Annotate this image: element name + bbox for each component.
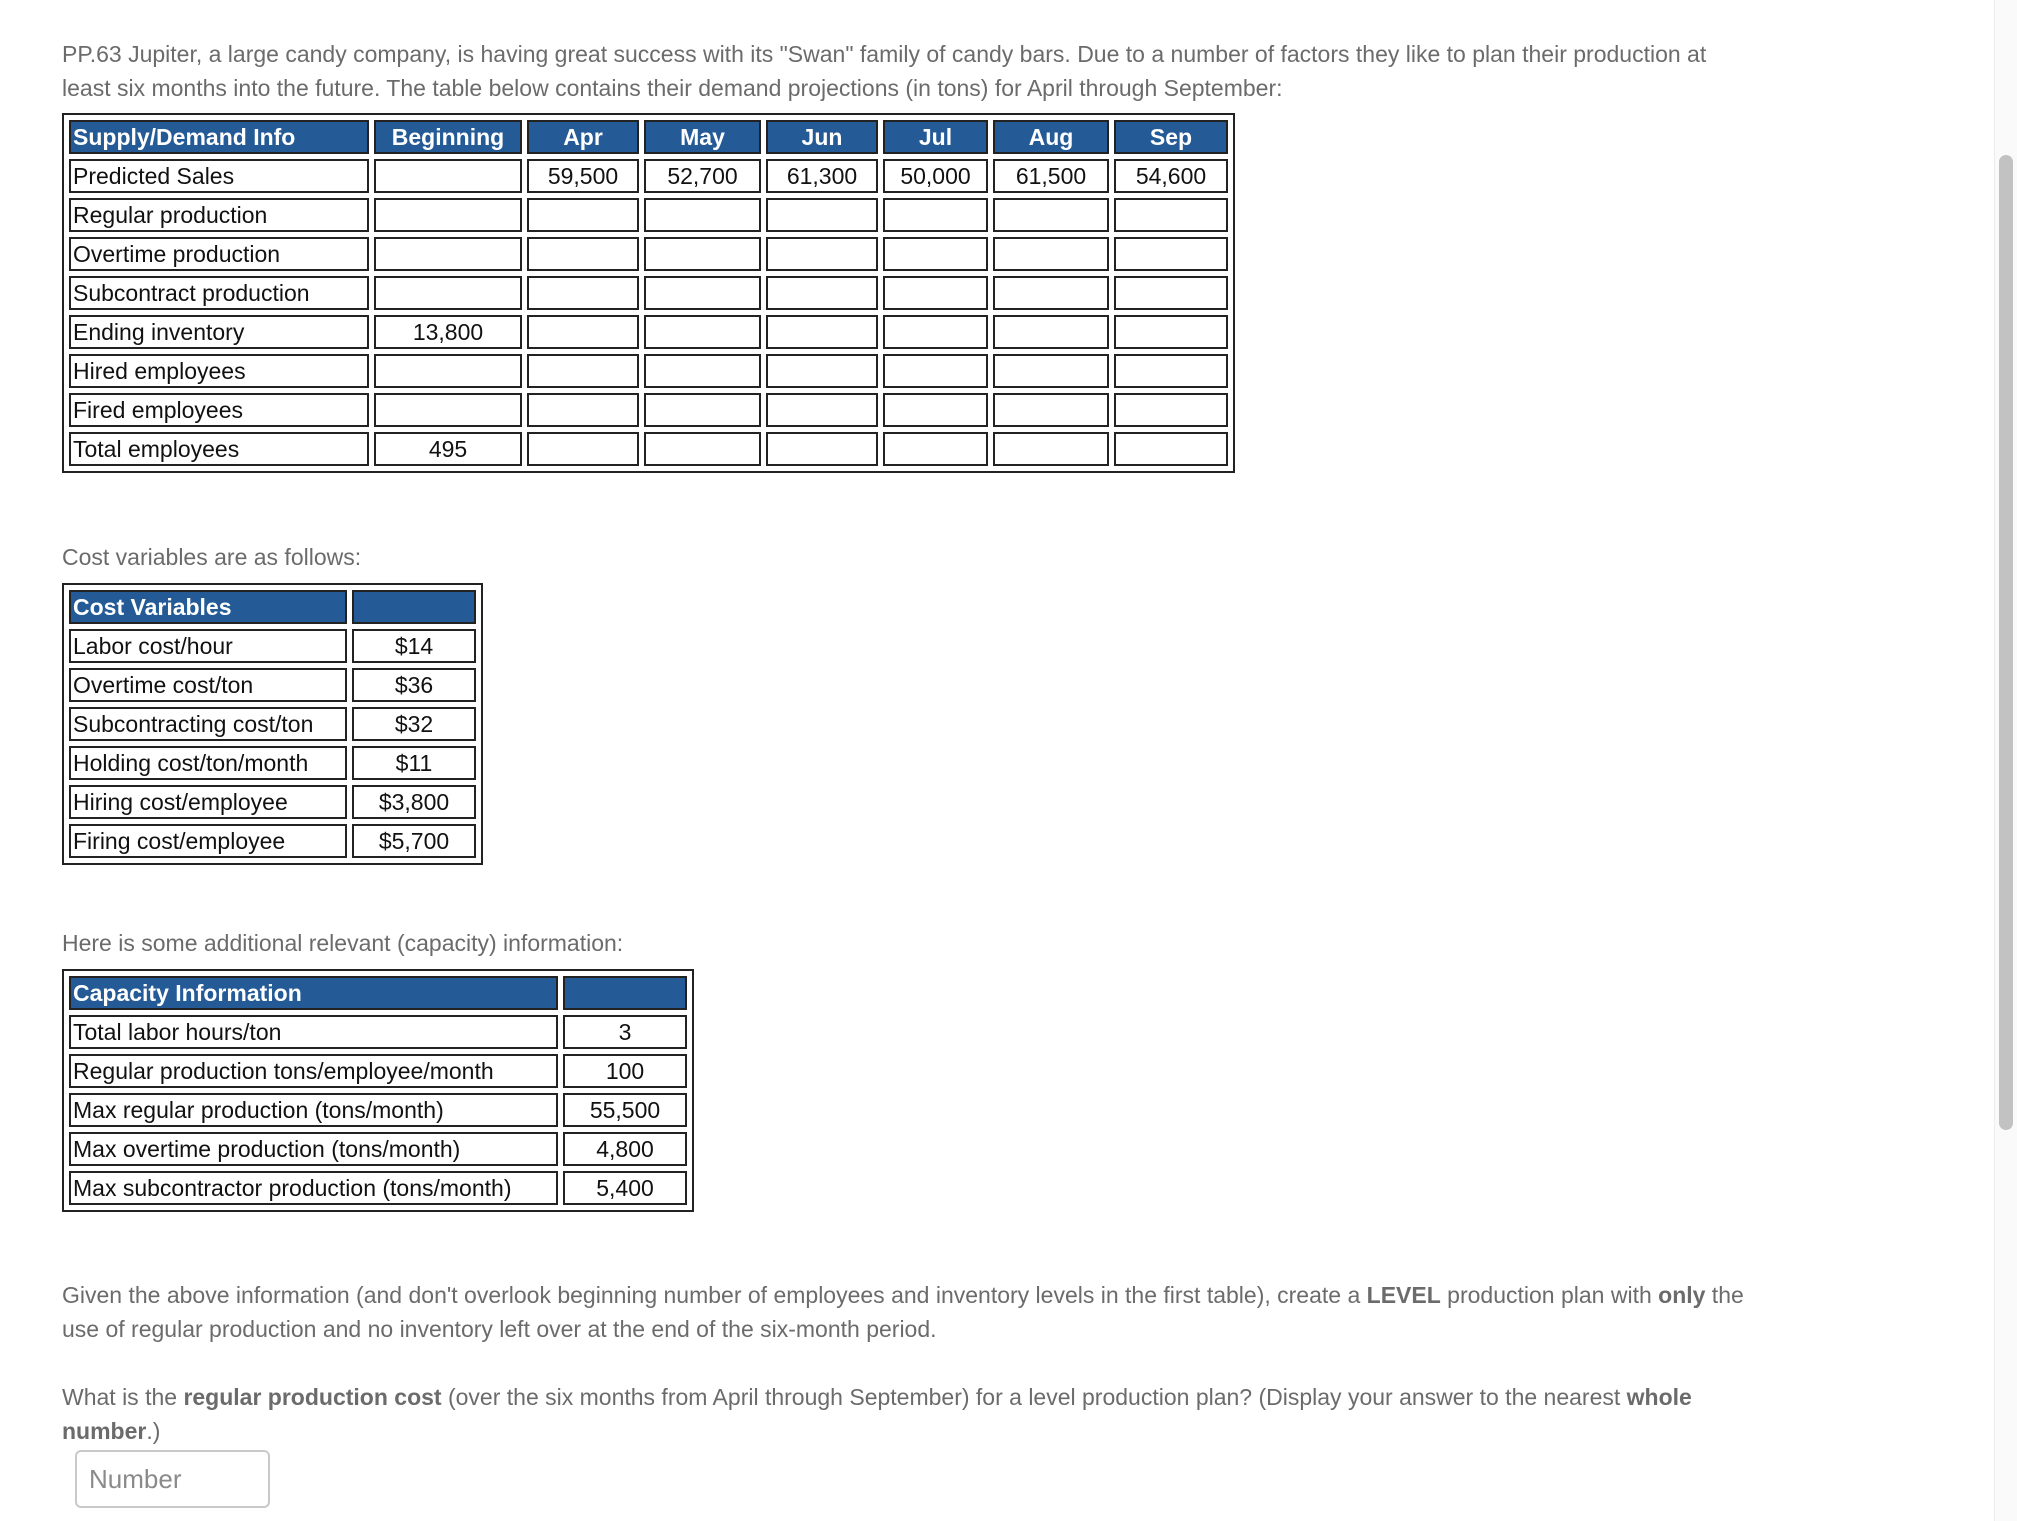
table-cell (374, 159, 522, 193)
row-label: Total employees (69, 432, 369, 466)
table-row (69, 1093, 687, 1127)
table-cell (883, 315, 988, 349)
header-capacity-information: Capacity Information (69, 976, 558, 1010)
table-cell (993, 237, 1109, 271)
cost-label: Labor cost/hour (69, 629, 347, 663)
header-aug: Aug (993, 120, 1109, 154)
instructions-text-2: production plan with (1440, 1282, 1659, 1308)
row-label: Regular production (69, 198, 369, 232)
question-text-1: What is the (62, 1384, 184, 1410)
table-cell (527, 393, 639, 427)
table-cell (993, 276, 1109, 310)
cost-label: Firing cost/employee (69, 824, 347, 858)
header-sep: Sep (1114, 120, 1228, 154)
scrollbar-thumb[interactable] (1999, 155, 2013, 1130)
table-cell (644, 432, 761, 466)
table-cell (766, 276, 878, 310)
table-cell (1114, 276, 1228, 310)
table-row (69, 1015, 687, 1049)
table-cell (883, 276, 988, 310)
table-row (69, 432, 1228, 466)
capacity-value: 3 (563, 1015, 687, 1049)
capacity-label: Regular production tons/employee/month (69, 1054, 558, 1088)
capacity-value: 55,500 (563, 1093, 687, 1127)
table-row (69, 629, 476, 663)
table-cell (374, 393, 522, 427)
table-row (69, 276, 1228, 310)
table-row (69, 824, 476, 858)
row-label: Predicted Sales (69, 159, 369, 193)
row-label: Hired employees (69, 354, 369, 388)
table-cell (766, 393, 878, 427)
table-row (69, 315, 1228, 349)
table-row (69, 1171, 687, 1205)
instructions-text-1: Given the above information (and don't overlook beginning number of employees and inventory levels in the first table), create a (62, 1282, 1367, 1308)
capacity-label: Total labor hours/ton (69, 1015, 558, 1049)
table-cell (527, 198, 639, 232)
table-cell (374, 354, 522, 388)
table-cell (1114, 354, 1228, 388)
table-cell (766, 198, 878, 232)
capacity-value: 4,800 (563, 1132, 687, 1166)
table-cell: 13,800 (374, 315, 522, 349)
header-cost-value (352, 590, 476, 624)
table-row (69, 198, 1228, 232)
cost-variables-table (62, 583, 483, 865)
question-paragraph (62, 1380, 1762, 1448)
table-cell (1114, 198, 1228, 232)
table-cell (527, 354, 639, 388)
table-row (69, 237, 1228, 271)
cost-value: $3,800 (352, 785, 476, 819)
table-row (69, 668, 476, 702)
table-cell (883, 432, 988, 466)
cost-label: Subcontracting cost/ton (69, 707, 347, 741)
table-row (69, 354, 1228, 388)
table-cell: 61,500 (993, 159, 1109, 193)
table-row (69, 159, 1228, 193)
capacity-label: Max overtime production (tons/month) (69, 1132, 558, 1166)
supply-demand-table (62, 113, 1235, 473)
table-cell: 495 (374, 432, 522, 466)
cost-value: $36 (352, 668, 476, 702)
table-cell (993, 432, 1109, 466)
table-cell (1114, 393, 1228, 427)
table-row (69, 1054, 687, 1088)
vertical-scrollbar[interactable] (1994, 0, 2017, 1521)
header-supply-demand-info: Supply/Demand Info (69, 120, 369, 154)
question-text-3: .) (146, 1418, 161, 1444)
table-cell (527, 432, 639, 466)
table-row (69, 707, 476, 741)
table-row (69, 746, 476, 780)
header-jun: Jun (766, 120, 878, 154)
cost-value: $14 (352, 629, 476, 663)
instructions-bold-level: LEVEL (1366, 1282, 1441, 1308)
row-label: Overtime production (69, 237, 369, 271)
table-cell (374, 198, 522, 232)
table-cell (644, 354, 761, 388)
table-cell (527, 276, 639, 310)
table-cell (993, 393, 1109, 427)
table-cell (1114, 237, 1228, 271)
instructions-paragraph (62, 1278, 1762, 1346)
table-row (69, 393, 1228, 427)
answer-number-input[interactable] (75, 1450, 270, 1508)
table-cell (766, 315, 878, 349)
table-cell (993, 198, 1109, 232)
table-cell (644, 315, 761, 349)
table-cell (644, 393, 761, 427)
header-beginning: Beginning (374, 120, 522, 154)
table-cell: 61,300 (766, 159, 878, 193)
capacity-value: 5,400 (563, 1171, 687, 1205)
capacity-label: Max regular production (tons/month) (69, 1093, 558, 1127)
table-cell (883, 237, 988, 271)
table-cell (644, 276, 761, 310)
table-cell (374, 276, 522, 310)
cost-intro: Cost variables are as follows: (62, 544, 362, 570)
table-cell: 52,700 (644, 159, 761, 193)
header-capacity-value (563, 976, 687, 1010)
cost-label: Overtime cost/ton (69, 668, 347, 702)
table-cell (883, 198, 988, 232)
row-label: Fired employees (69, 393, 369, 427)
table-cell (644, 198, 761, 232)
problem-intro: PP.63 Jupiter, a large candy company, is having great success with its "Swan" family of candy bars. Due to a number of factors they like to plan their production at least six months into the future. The table below contains their demand projections (in tons) for April through September: (62, 41, 1707, 101)
instructions-text-3: the use of regular production and no inventory left over at the end of the six-month period. (62, 1282, 1744, 1342)
table-cell (644, 237, 761, 271)
question-text-2: (over the six months from April through September) for a level production plan? (Display your answer to the nearest (441, 1384, 1627, 1410)
capacity-label: Max subcontractor production (tons/month) (69, 1171, 558, 1205)
table-cell (766, 354, 878, 388)
table-row (69, 1132, 687, 1166)
cost-table-body (69, 629, 476, 858)
table-header-row (69, 590, 476, 624)
table-row (69, 785, 476, 819)
row-label: Ending inventory (69, 315, 369, 349)
capacity-value: 100 (563, 1054, 687, 1088)
table-cell (374, 237, 522, 271)
table-header-row (69, 976, 687, 1010)
cost-value: $5,700 (352, 824, 476, 858)
header-may: May (644, 120, 761, 154)
capacity-table-body (69, 1015, 687, 1205)
table-cell (993, 354, 1109, 388)
table-cell (766, 432, 878, 466)
supply-table-body (69, 159, 1228, 466)
table-cell (766, 237, 878, 271)
table-cell (883, 354, 988, 388)
capacity-intro: Here is some additional relevant (capacity) information: (62, 930, 624, 956)
row-label: Subcontract production (69, 276, 369, 310)
table-cell (883, 393, 988, 427)
table-header-row (69, 120, 1228, 154)
table-cell (527, 237, 639, 271)
cost-value: $32 (352, 707, 476, 741)
header-cost-variables: Cost Variables (69, 590, 347, 624)
question-bold-whole-number: whole number (62, 1384, 1692, 1444)
cost-label: Hiring cost/employee (69, 785, 347, 819)
table-cell (993, 315, 1109, 349)
table-cell (527, 315, 639, 349)
table-cell: 50,000 (883, 159, 988, 193)
table-cell: 59,500 (527, 159, 639, 193)
table-cell (1114, 315, 1228, 349)
instructions-bold-only: only (1658, 1282, 1706, 1308)
table-cell: 54,600 (1114, 159, 1228, 193)
header-jul: Jul (883, 120, 988, 154)
cost-label: Holding cost/ton/month (69, 746, 347, 780)
question-bold-cost: regular production cost (183, 1384, 442, 1410)
header-apr: Apr (527, 120, 639, 154)
capacity-information-table (62, 969, 694, 1212)
cost-value: $11 (352, 746, 476, 780)
table-cell (1114, 432, 1228, 466)
